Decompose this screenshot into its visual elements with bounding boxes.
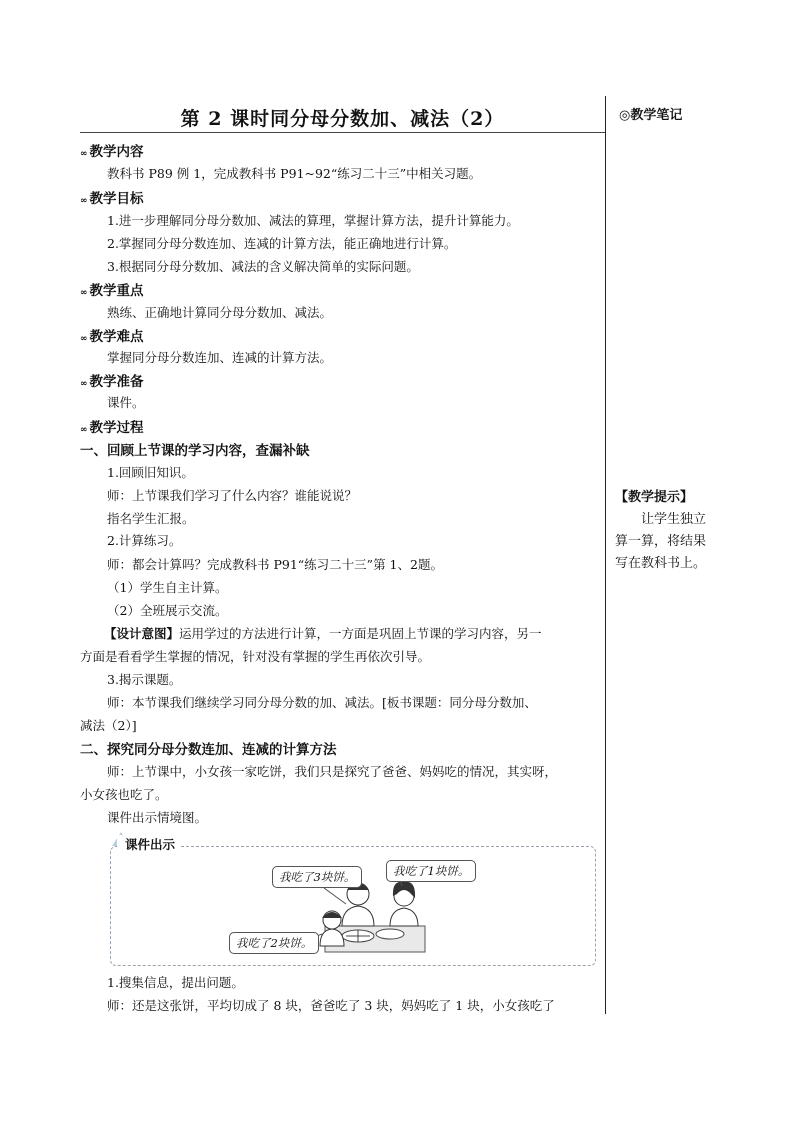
title-underline [80, 132, 605, 133]
section-marker: ∞ [80, 379, 88, 389]
section-title: 教学准备 [89, 374, 144, 390]
section-difficulty-heading [80, 325, 144, 345]
speech-bubble-mom: 我吃了1块饼。 [386, 860, 476, 882]
section-title: 教学内容 [89, 144, 144, 160]
part1-line: （1）学生自主计算。 [107, 580, 228, 595]
part1-line: 师：都会计算吗？完成教科书 P91“练习二十三”第 1、2题。 [107, 557, 443, 572]
speech-bubble-dad: 我吃了3块饼。 [272, 866, 362, 888]
part1-heading: 一、回顾上节课的学习内容，查漏补缺 [80, 443, 310, 459]
part1-step3: 3.揭示课题。 [107, 672, 182, 687]
section-marker: ∞ [80, 425, 88, 435]
section-process-heading [80, 416, 144, 436]
section-title: 教学过程 [89, 420, 144, 436]
goal-item: 1.进一步理解同分母分数加、减法的算理，掌握计算方法，提升计算能力。 [107, 213, 519, 228]
part1-line: 师：上节课我们学习了什么内容？谁能说说？ [107, 488, 358, 503]
goal-item: 3.根据同分母分数加、减法的含义解决简单的实际问题。 [107, 259, 419, 274]
section-goals-heading [80, 187, 144, 207]
section-marker: ∞ [80, 196, 88, 206]
column-divider [605, 96, 606, 1014]
section-marker: ∞ [80, 288, 88, 298]
design-intent-label: 【设计意图】 [104, 626, 180, 641]
figure-tag: 课件出示 [117, 835, 180, 853]
part2-line: 小女孩也吃了。 [80, 787, 168, 802]
goal-item: 2.掌握同分母分数连加、连减的计算方法，能正确地进行计算。 [107, 236, 457, 251]
part2-heading: 二、探究同分母分数连加、连减的计算方法 [80, 742, 337, 758]
section-title: 教学难点 [89, 329, 144, 345]
hint-text: 让学生独立算一算，将结果写在教科书上。 [615, 512, 707, 571]
section-content-heading [80, 140, 144, 160]
section-title: 教学目标 [89, 191, 144, 207]
part2-line: 师：还是这张饼，平均切成了 8 块，爸爸吃了 3 块，妈妈吃了 1 块，小女孩吃了 [107, 998, 555, 1013]
notes-title: ◎教学笔记 [619, 108, 683, 123]
speech-bubble-girl: 我吃了2块饼。 [229, 932, 319, 954]
part1-line: （2）全班展示交流。 [107, 603, 228, 618]
part1-teacher-a: 师：本节课我们继续学习同分母分数的加、减法。[板书课题：同分母分数加、 [107, 695, 537, 710]
hint-title: 【教学提示】 [615, 490, 694, 505]
part1-line: 2.计算练习。 [107, 533, 182, 548]
section-key-heading [80, 279, 144, 299]
part2-line: 师：上节课中，小女孩一家吃饼，我们只是探究了爸爸、妈妈吃的情况，其实呀， [107, 764, 558, 779]
part1-line: 1.回顾旧知识。 [107, 465, 194, 480]
design-intent-line2: 方面是看看学生掌握的情况，针对没有掌握的学生再依次引导。 [80, 649, 431, 664]
part1-line: 指名学生汇报。 [107, 511, 195, 526]
section-prep-heading [80, 370, 144, 390]
difficulty-text: 掌握同分母分数连加、连减的计算方法。 [107, 350, 333, 365]
part1-teacher-b: 减法（2）] [80, 718, 137, 733]
section-marker: ∞ [80, 334, 88, 344]
page-title: 第 2 课时同分母分数加、减法（2） [180, 108, 505, 130]
part2-line: 课件出示情境图。 [107, 810, 208, 825]
design-intent-text: 运用学过的方法进行计算，一方面是巩固上节课的学习内容，另一 [179, 626, 542, 641]
prep-text: 课件。 [107, 395, 145, 410]
section-title: 教学重点 [89, 283, 144, 299]
content-text: 教科书 P89 例 1，完成教科书 P91~92“练习二十三”中相关习题。 [107, 166, 482, 181]
design-intent [104, 624, 542, 642]
part2-line: 1.搜集信息，提出问题。 [107, 975, 244, 990]
family-eating-illustration [110, 846, 594, 964]
key-text: 熟练、正确地计算同分母分数加、减法。 [107, 305, 333, 320]
section-marker: ∞ [80, 149, 88, 159]
